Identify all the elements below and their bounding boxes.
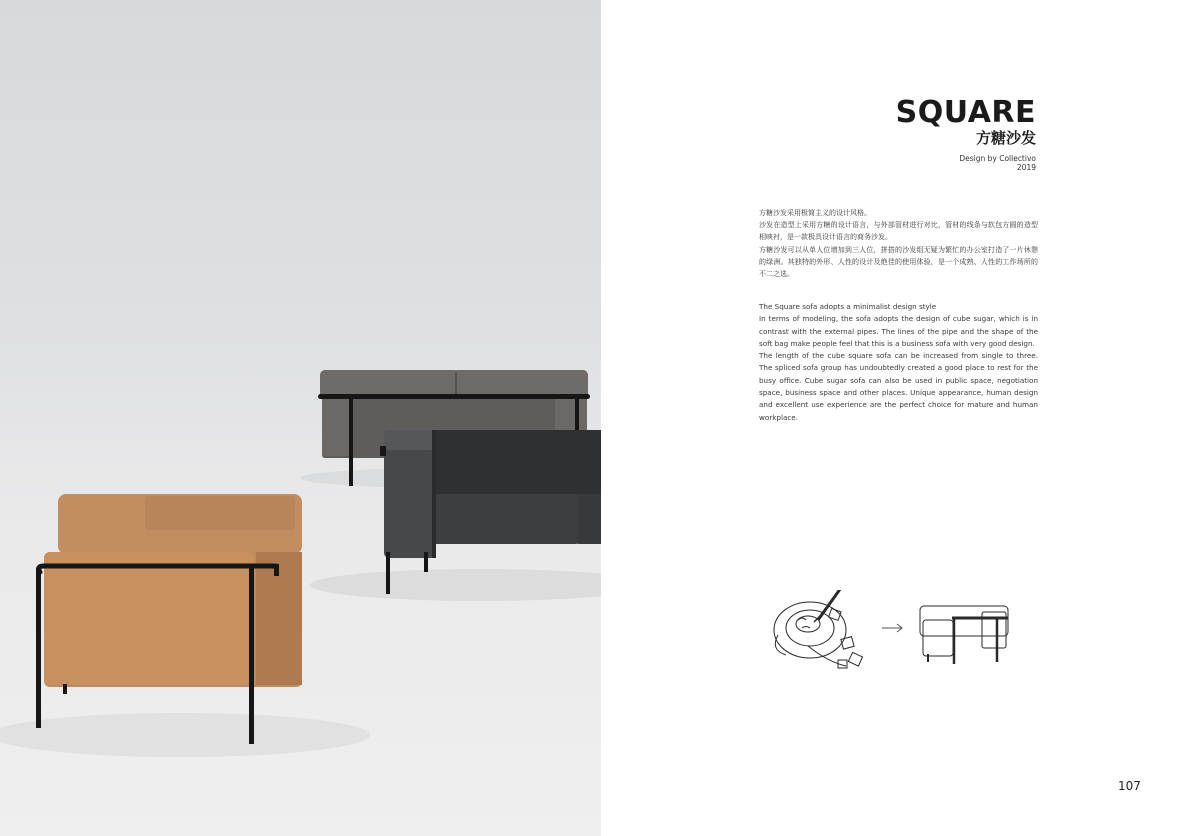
description-cn-paragraph: 方糖沙发可以从单人位增加到三人位，拼搭的沙发组无疑为繁忙的办公室打造了一片休憩的绿洲。其独特的外形、人性的设计及绝佳的使用体验，是一个成熟、人性的工作场所的不二之选。 (759, 245, 1038, 279)
design-year: 2019 (1016, 163, 1036, 172)
coffee-cup-sketch-icon (774, 590, 863, 668)
description-english (759, 301, 1038, 424)
description-cn-paragraph: 沙发在造型上采用方糖的设计语言，与外部管材进行对比，管材的线条与软包方圆的造型相映衬，是一款极具设计语言的商务沙发。 (759, 221, 1038, 242)
orange-armchair (36, 494, 302, 744)
description-cn-paragraph: 方糖沙发采用极简主义的设计风格。 (759, 209, 871, 217)
designer-credit (959, 154, 1036, 172)
description-en-paragraph: The Square sofa adopts a minimalist design style (759, 302, 937, 311)
description-en-paragraph: The length of the cube square sofa can be increased from single to three. The spliced sofa group has undoubtedly created a good place to rest for the busy office. Cube sugar sofa can also be used in public space, negotiation space, business space and other places. Unique appearance, human design and excellent use experience are the perfect choice for mature and human workplace. (759, 351, 1038, 422)
description-chinese (759, 207, 1038, 280)
description-en-paragraph: In terms of modeling, the sofa adopts the design of cube sugar, which is in contrast with the external pipes. The lines of the pipe and the shape of the soft bag make people feel that this is a business sofa with very good design. (759, 314, 1038, 348)
designer-name: Design by Collectivo (959, 154, 1036, 163)
armchair-sketch-icon (920, 606, 1008, 664)
arrow-right-icon (882, 624, 902, 632)
concept-sketch (768, 590, 1018, 690)
product-title-cn: 方糖沙发 (975, 129, 1036, 147)
product-title: SQUARE (895, 95, 1036, 130)
page-number: 107 (1118, 779, 1141, 793)
